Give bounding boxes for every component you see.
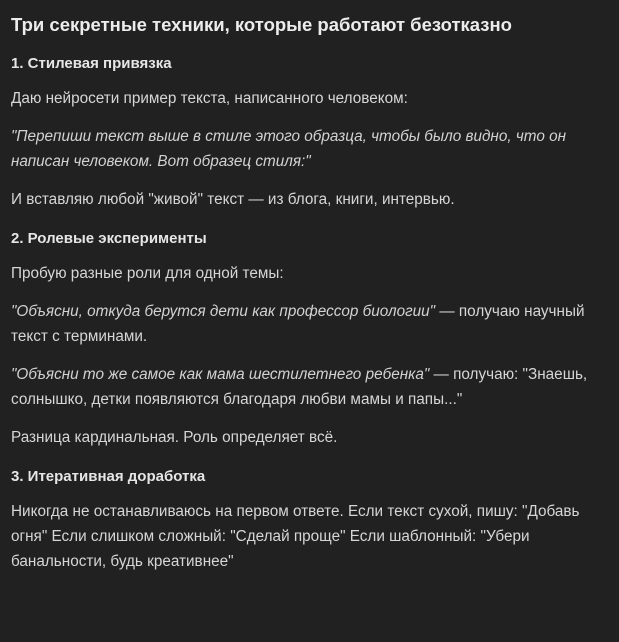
prompt-paragraph xyxy=(11,299,607,349)
section-role-experiments xyxy=(11,229,607,450)
paragraph-text: — получаю научный текст с терминами. xyxy=(11,303,585,345)
section-heading: 1. Стилевая привязка xyxy=(11,55,172,72)
paragraph xyxy=(11,86,607,111)
article-title: Три секретные техники, которые работают безотказно xyxy=(11,14,512,35)
prompt-text: "Объясни, откуда берутся дети как профессор биологии" xyxy=(11,303,436,320)
prompt-paragraph xyxy=(11,124,607,174)
paragraph xyxy=(11,499,607,574)
section-style-binding xyxy=(11,54,607,212)
prompt-paragraph xyxy=(11,362,607,412)
paragraph-text: Разница кардинальная. Роль определяет всё. xyxy=(11,429,338,446)
prompt-text: "Перепиши текст выше в стиле этого образца, чтобы было видно, что он написан человеком. Вот образец стиля:" xyxy=(11,128,567,170)
paragraph-text: И вставляю любой "живой" текст — из блога, книги, интервью. xyxy=(11,191,455,208)
section-heading: 3. Итеративная доработка xyxy=(11,468,206,485)
paragraph-text: Даю нейросети пример текста, написанного человеком: xyxy=(11,90,408,107)
section-iterative-refinement xyxy=(11,467,607,574)
paragraph xyxy=(11,187,607,212)
paragraph-text: Пробую разные роли для одной темы: xyxy=(11,265,284,282)
prompt-text: "Объясни то же самое как мама шестилетнего ребенка" xyxy=(11,366,430,383)
paragraph-text: Никогда не останавливаюсь на первом ответе. Если текст сухой, пишу: "Добавь огня" Если слишком сложный: "Сделай проще" Если шаблонный: "Убери банальности, будь креативнее" xyxy=(11,503,580,570)
section-heading: 2. Ролевые эксперименты xyxy=(11,230,207,247)
paragraph xyxy=(11,261,607,286)
paragraph-text: — получаю: "Знаешь, солнышко, детки появляются благодаря любви мамы и папы..." xyxy=(11,366,588,408)
paragraph xyxy=(11,425,607,450)
